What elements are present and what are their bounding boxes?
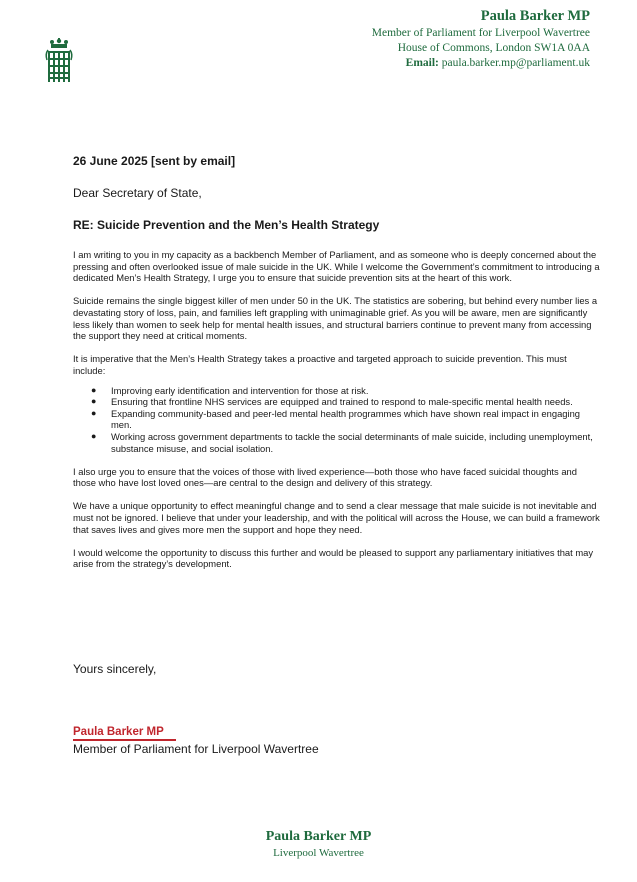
letter-body xyxy=(73,249,600,582)
bullet-icon: ● xyxy=(91,407,97,418)
portcullis-logo-icon xyxy=(42,38,76,86)
letter-subject: RE: Suicide Prevention and the Men’s Health Strategy xyxy=(73,218,380,232)
bullet-icon: ● xyxy=(91,396,97,407)
list-item: ● Improving early identification and intervention for those at risk. xyxy=(91,384,369,396)
letterhead-address: House of Commons, London SW1A 0AA xyxy=(397,42,590,54)
letter-greeting: Dear Secretary of State, xyxy=(73,186,202,200)
paragraph: Suicide remains the single biggest killer of men under 50 in the UK. The statistics are sobering, but behind every number lies a devastating story of loss, pain, and families left grappling with unimaginable grief. As you will be aware, men are significantly less likely than women to seek help for mental health issues, and structural barriers continue to prevent many from accessing the support they need at critical moments. xyxy=(73,295,598,342)
paragraph: I also urge you to ensure that the voices of those with lived experience—both those who have faced suicidal thoughts and those who have lost loved ones—are central to the design and delivery of this strategy. xyxy=(73,465,577,489)
signature-underline xyxy=(73,739,176,741)
signature-name: Paula Barker MP xyxy=(73,726,164,738)
email-link[interactable]: paula.barker.mp@parliament.uk xyxy=(441,57,590,69)
letterhead-name: Paula Barker MP xyxy=(480,8,590,24)
paragraph: It is imperative that the Men’s Health Strategy takes a proactive and targeted approach to suicide prevention. This must include: xyxy=(73,353,567,376)
footer xyxy=(0,828,637,861)
list-item: ● Expanding community-based and peer-led mental health programmes which have shown real impact in engaging men. xyxy=(91,407,581,431)
bullet-icon: ● xyxy=(91,430,97,441)
paragraph: I am writing to you in my capacity as a backbench Member of Parliament, and as someone who is deeply concerned about the pressing and often overlooked issue of male suicide in the UK. While I welcome the Government’s commitment to introducing a dedicated Men’s Health Strategy, I urge you to ensure that suicide prevention sits at the heart of this work. xyxy=(73,249,600,284)
recommendation-list xyxy=(73,385,600,455)
footer-name: Paula Barker MP xyxy=(265,829,372,844)
letterhead-email-row xyxy=(372,56,590,71)
list-item: ● Working across government departments to tackle the social determinants of male suicide, including unemployment, substance misuse, and social isolation. xyxy=(91,430,593,454)
email-label: Email: xyxy=(405,57,439,69)
paragraph: I would welcome the opportunity to discuss this further and would be pleased to support any parliamentary initiatives that may arise from the strategy’s development. xyxy=(73,546,594,570)
letterhead-role: Member of Parliament for Liverpool Wavertree xyxy=(371,27,590,39)
letter-closing: Yours sincerely, xyxy=(73,662,157,676)
letter-date: 26 June 2025 [sent by email] xyxy=(73,154,236,168)
list-item: ● Ensuring that frontline NHS services are equipped and trained to respond to male-specific mental health needs. xyxy=(91,396,573,408)
bullet-icon: ● xyxy=(91,384,97,395)
signature-title: Member of Parliament for Liverpool Wavertree xyxy=(73,742,319,756)
letterhead xyxy=(372,6,590,71)
paragraph: We have a unique opportunity to effect meaningful change and to send a clear message that male suicide is not inevitable and must not be ignored. I believe that under your leadership, and with the political will across the House, we can build a framework that saves lives and gives more men the support and hope they need. xyxy=(73,500,600,535)
footer-constituency: Liverpool Wavertree xyxy=(273,847,364,859)
